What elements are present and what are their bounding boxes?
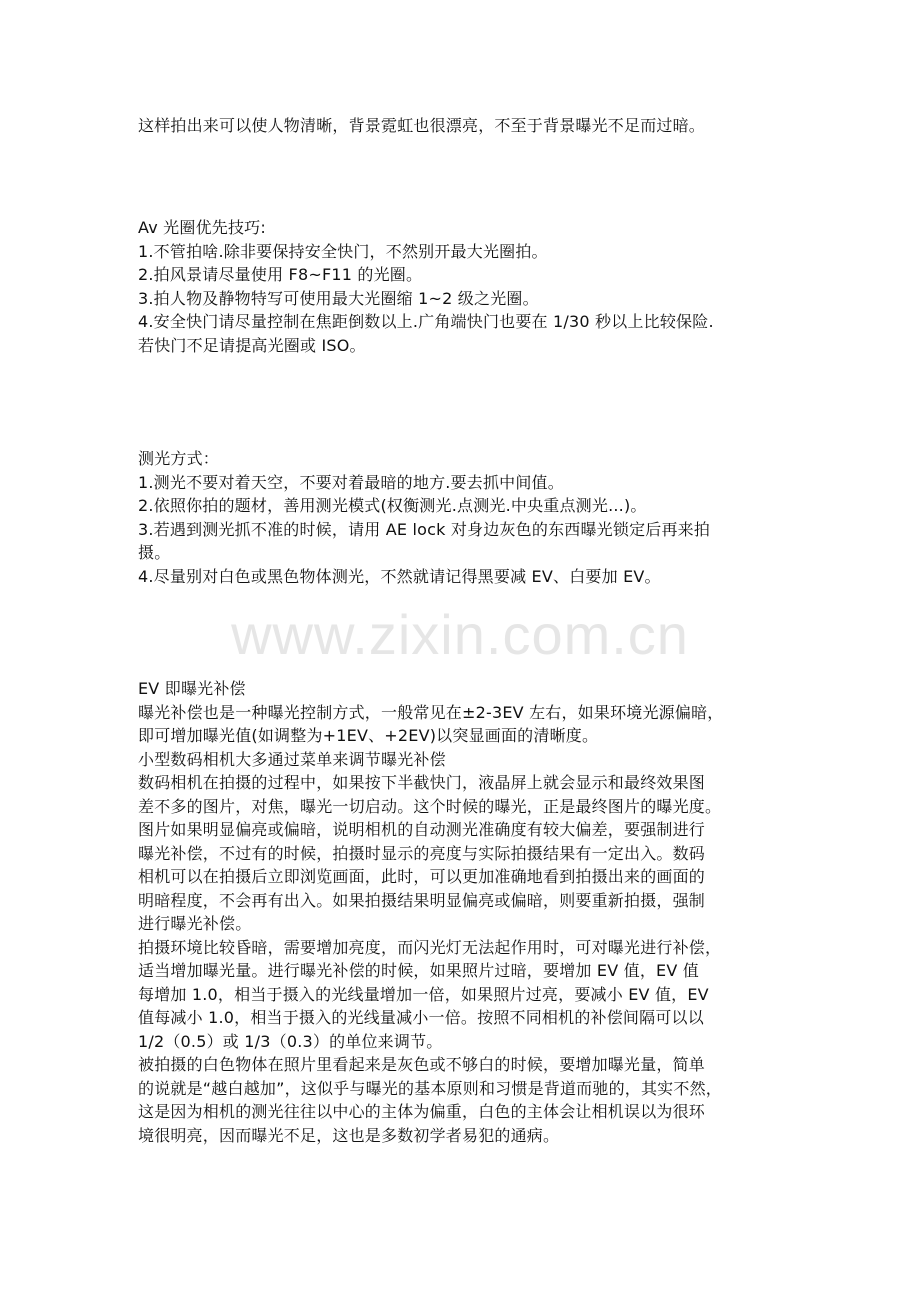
- text-line: 数码相机在拍摄的过程中，如果按下半截快门，液晶屏上就会显示和最终效果图: [138, 773, 706, 792]
- list-item-continuation: 摄。: [138, 543, 171, 562]
- watermark: www.zixin.com.cn: [231, 603, 689, 666]
- section-aperture-priority: [138, 216, 790, 357]
- section-exposure-compensation: [138, 677, 790, 1147]
- text-line: 相机可以在拍摄后立即浏览画面，此时，可以更加准确地看到拍摄出来的画面的: [138, 867, 706, 886]
- list-item: 3.若遇到测光抓不准的时候，请用 AE lock 对身边灰色的东西曝光锁定后再来拍: [138, 519, 711, 539]
- section-heading: EV 即曝光补偿: [138, 679, 246, 698]
- list-item: 1.测光不要对着天空，不要对着最暗的地方.要去抓中间值。: [138, 472, 564, 492]
- section-heading: Av 光圈优先技巧:: [138, 218, 266, 237]
- text-line: 值每减小 1.0，相当于摄入的光线量减小一倍。按照不同相机的补偿间隔可以以: [138, 1008, 704, 1027]
- text-line: 进行曝光补偿。: [138, 914, 252, 933]
- list-item: 3.拍人物及静物特写可使用最大光圈缩 1~2 级之光圈。: [138, 288, 539, 308]
- list-item-continuation: 若快门不足请提高光圈或 ISO。: [138, 335, 366, 355]
- subheading: 小型数码相机大多通过菜单来调节曝光补偿: [138, 749, 446, 769]
- list-item: 2.拍风景请尽量使用 F8~F11 的光圈。: [138, 265, 423, 284]
- text-line: 每增加 1.0，相当于摄入的光线量增加一倍，如果照片过亮，要减小 EV 值，EV: [138, 984, 709, 1004]
- list-item: 4.尽量别对白色或黑色物体测光，不然就请记得黑要减 EV、白要加 EV。: [138, 566, 661, 586]
- section-metering: [138, 447, 790, 588]
- text-line: 差不多的图片，对焦，曝光一切启动。这个时候的曝光，正是最终图片的曝光度。: [138, 796, 722, 816]
- text-line: 曝光补偿，不过有的时候，拍摄时显示的亮度与实际拍摄结果有一定出入。数码: [138, 843, 706, 863]
- section-heading: 测光方式：: [138, 449, 220, 468]
- text-line: 1/2（0.5）或 1/3（0.3）的单位来调节。: [138, 1031, 443, 1051]
- list-item: 2.依照你拍的题材，善用测光模式(权衡测光.点测光.中央重点测光...)。: [138, 496, 647, 515]
- text-line: 这样拍出来可以使人物清晰，背景霓虹也很漂亮，不至于背景曝光不足而过暗。: [138, 116, 706, 135]
- text-line: 曝光补偿也是一种曝光控制方式，一般常见在±2-3EV 左右，如果环境光源偏暗，: [138, 702, 724, 722]
- list-item: 4.安全快门请尽量控制在焦距倒数以上.广角端快门也要在 1/30 秒以上比较保险.: [138, 312, 714, 331]
- text-line: 拍摄环境比较昏暗，需要增加亮度，而闪光灯无法起作用时，可对曝光进行补偿，: [138, 937, 722, 957]
- text-line: 的说就是“越白越加”，这似乎与曝光的基本原则和习惯是背道而驰的，其实不然，: [138, 1078, 722, 1098]
- text-line: 图片如果明显偏亮或偏暗，说明相机的自动测光准确度有较大偏差，要强制进行: [138, 820, 706, 839]
- text-line: 被拍摄的白色物体在照片里看起来是灰色或不够白的时候，要增加曝光量，简单: [138, 1055, 706, 1074]
- text-line: 明暗程度，不会再有出入。如果拍摄结果明显偏亮或偏暗，则要重新拍摄，强制: [138, 890, 706, 910]
- text-line: 这是因为相机的测光往往以中心的主体为偏重，白色的主体会让相机误以为很环: [138, 1102, 706, 1121]
- text-line: 境很明亮，因而曝光不足，这也是多数初学者易犯的通病。: [138, 1125, 560, 1145]
- text-line: 适当增加曝光量。进行曝光补偿的时候，如果照片过暗，要增加 EV 值，EV 值: [138, 961, 699, 980]
- paragraph-night-portrait: [138, 114, 790, 138]
- text-line: 即可增加曝光值(如调整为+1EV、+2EV)以突显画面的清晰度。: [138, 726, 599, 745]
- list-item: 1.不管拍啥.除非要保持安全快门，不然别开最大光圈拍。: [138, 241, 548, 261]
